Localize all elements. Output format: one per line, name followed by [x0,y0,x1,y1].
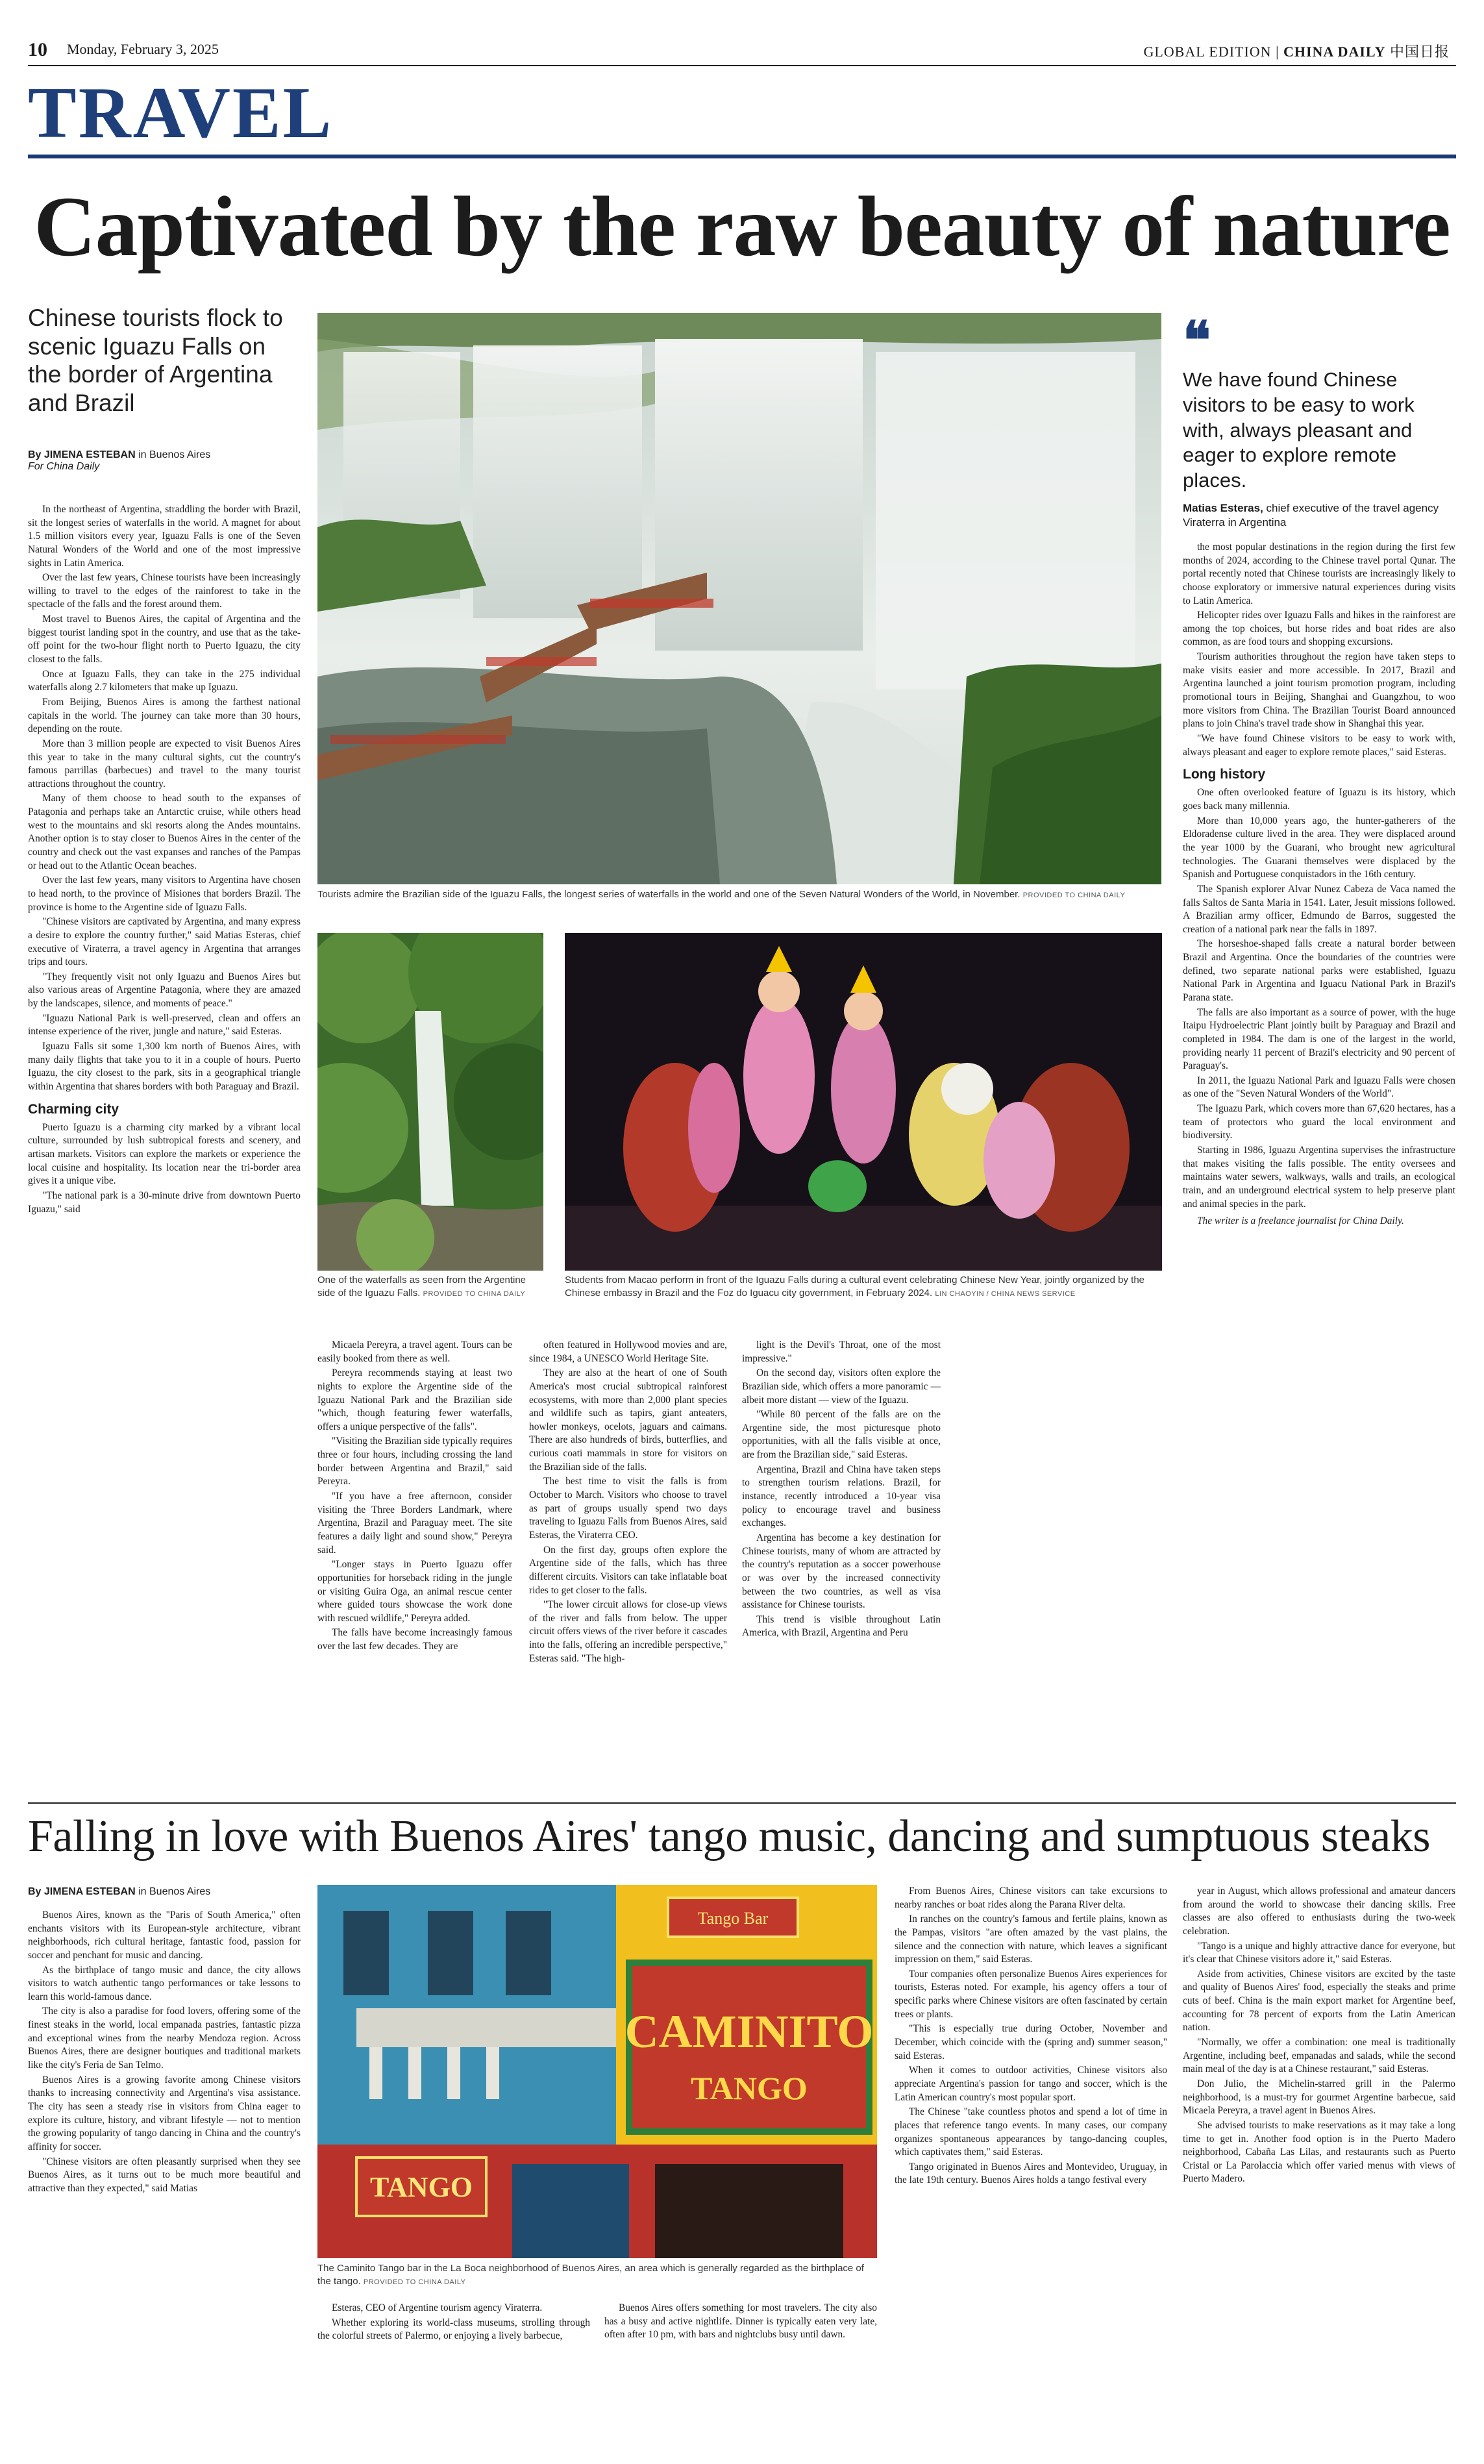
paragraph: They are also at the heart of one of South America's most crucial subtropical rainforest ecosystems, with more than 2,000 plant species and wildlife such as tapirs, giant anteaters, howler monkeys, ocelots, jaguars and caimans. There are also hundreds of birds, butterflies, and curious coati mammals in store for visitors on the Brazilian side of the falls. [529,1367,727,1473]
paragraph: Once at Iguazu Falls, they can take in the 275 individual waterfalls along 2.7 kilometers that make up Iguazu. [28,668,301,693]
paragraph: Tourism authorities throughout the region have taken steps to make visits easier and more accessible. In 2017, Brazil and Argentina launched a joint tourism promotion program, including promotional tours in Beijing, Shanghai and Guangzhou, to woo more visitors from China. The Brazilian Tourist Board announced plans to join China's travel trade show in Shanghai this year. [1183,651,1455,730]
paragraph: "We have found Chinese visitors to be easy to work with, always pleasant and eager to explore remote places," said Esteras. [1183,732,1455,758]
caption-text: Tourists admire the Brazilian side of the Iguazu Falls, the longest series of waterfalls in the world and one of the Seven Natural Wonders of the World, in November. [317,889,1020,900]
paragraph: More than 10,000 years ago, the hunter-gatherers of the Eldoradense culture lived in the area. They were displaced around the year 1000 by the Guarani, who brought new agricultural technologies. The Guarani themselves were displaced by the Spanish and Portuguese conquistadors in the 16th century. [1183,815,1455,880]
story2-column-2 [317,2302,590,2451]
story2-column-4 [895,1885,1167,2451]
byline-place: in Buenos Aires [138,1886,211,1897]
paragraph: "They frequently visit not only Iguazu and Buenos Aires but also various areas of Argentine Patagonia, where they are amazed by the landscapes, silence, and moments of peace." [28,971,301,1010]
paragraph: Aside from activities, Chinese visitors are excited by the taste and quality of Buenos Aires' food, especially the steaks and prime cuts of beef. China is the main export market for Argentine beef, accounting for 78 percent of exports from the Latin American nation. [1183,1968,1455,2034]
paragraph: the most popular destinations in the region during the first few months of 2024, according to the Chinese travel portal Qunar. The portal recently noted that Chinese tourists are increasingly likely to choose exploratory or immersive natural experiences during visits to Latin America. [1183,541,1455,606]
paragraph: "Longer stays in Puerto Iguazu offer opportunities for horseback riding in the jungle or visiting Guira Oga, an animal rescue center where guided tours showcase the work done with rescued wildlife," Pereyra added. [317,1559,512,1624]
paragraph: year in August, which allows professional and amateur dancers from around the world to showcase their dancing skills. Free classes are also offered to enthusiasts during the two-week celebration. [1183,1885,1455,1937]
paragraph: Argentina, Brazil and China have taken steps to strengthen tourism relations. Brazil, for instance, recently introduced a 10-year visa policy to encourage travel and business exchanges. [742,1463,941,1529]
story1-column-4-body [742,1339,941,1640]
paragraph: "Chinese visitors are often pleasantly surprised when they see Buenos Aires, as it turns out to be much more beautiful and attractive than they expected," said Matias [28,2156,301,2194]
caption-text: Students from Macao perform in front of the Iguazu Falls during a cultural event celebrating Chinese New Year, jointly organized by the Chinese embassy in Brazil and the Foz do Iguacu city government, in February 2024. [565,1275,1144,1299]
paragraph: "While 80 percent of the falls are on the Argentine side, the most picturesque photo opportunities, with all the falls visible at once, are from the Brazilian side," said Esteras. [742,1409,941,1461]
edition-label: GLOBAL EDITION | CHINA DAILY 中国日报 [1143,44,1450,60]
paragraph: "Visiting the Brazilian side typically requires three or four hours, including crossing the land border between Argentina and Brazil," said Pereyra. [317,1436,512,1487]
forest-waterfall-illustration [317,933,543,1271]
iguazu-falls-photo [317,313,1161,884]
story2-column-4-body [895,1885,1167,2187]
story1-column-3-body [529,1339,727,1665]
macao-students-caption [565,1274,1162,1299]
paragraph: "The national park is a 30-minute drive from downtown Puerto Iguazu," said [28,1189,301,1215]
edition-name: GLOBAL EDITION [1143,44,1272,60]
caminito-tango-bar-photo [317,1885,877,2258]
story2-column-1 [28,1909,301,2451]
story1-column-1 [28,503,301,1798]
paragraph: Helicopter rides over Iguazu Falls and hikes in the rainforest are among the top choices, but horse rides and boat rides are also common, as are food tours and shopping excursions. [1183,610,1455,648]
paragraph: The Iguazu Park, which covers more than 67,620 hectares, has a team of protectors who guard the local environment and biodiversity. [1183,1103,1455,1141]
paper-name-cn: 中国日报 [1389,44,1450,60]
performance-illustration [565,933,1162,1271]
caminito-caption [317,2262,877,2287]
photo-credit: PROVIDED TO CHINA DAILY [363,2278,466,2286]
story1-column-2 [317,1339,512,1793]
paragraph: often featured in Hollywood movies and are, since 1984, a UNESCO World Heritage Site. [529,1339,727,1364]
paragraph: The Spanish explorer Alvar Nunez Cabeza de Vaca named the falls Saltos de Santa Maria in 1541. Later, Jesuit missions followed. A Brazilian army officer, Edmundo de Barros, suggested the creation of a national park near the falls in 1897. [1183,883,1455,935]
paragraph: "The lower circuit allows for close-up views of the river and falls from below. The upper circuit offers views of the river before it cascades into the falls, offering an incredible perspective," Esteras said. "The high- [529,1599,727,1664]
caption-text: The Caminito Tango bar in the La Boca neighborhood of Buenos Aires, an area which is generally regarded as the birthplace of the tango. [317,2263,864,2287]
story2-column-3 [604,2302,877,2451]
byline-place: in Buenos Aires [138,449,211,460]
paragraph: "If you have a free afternoon, consider visiting the Three Borders Landmark, where Argentina, Brazil and Paraguay meet. The site features a daily light and sound show," Pereyra said. [317,1491,512,1556]
paragraph: Over the last few years, many visitors to Argentina have chosen to head north, to the province of Misiones that borders Brazil. The province is home to the Argentine side of Iguazu Falls. [28,875,301,913]
paragraph: The falls have become increasingly famous over the last few decades. They are [317,1627,512,1652]
paragraph: "Tango is a unique and highly attractive dance for everyone, but it's clear that Chinese visitors adore it," said Esteras. [1183,1940,1455,1965]
paragraph: "Chinese visitors are captivated by Argentina, and many express a desire to explore the country further," said Matias Esteras, chief executive of Viraterra, a travel agency in Argentina that arranges trips and tours. [28,916,301,968]
paragraph: Over the last few years, Chinese tourists have been increasingly willing to travel to the edges of the rainforest to take in the spectacle of the falls and the forest around them. [28,572,301,610]
paragraph: Iguazu Falls sit some 1,300 km north of Buenos Aires, with many daily flights that take you to it in a couple of hours. Puerto Iguazu, the city closest to the park, sits in a geographical triangle within Argentina that shares borders with both Paraguay and Brazil. [28,1040,301,1092]
paragraph: Tango originated in Buenos Aires and Montevideo, Uruguay, in the late 19th century. Buenos Aires holds a tango festival every [895,2161,1167,2186]
paragraph: From Buenos Aires, Chinese visitors can take excursions to nearby ranches or boat rides along the Parana River delta. [895,1885,1167,1910]
section-rule [28,155,1456,158]
paragraph: Buenos Aires offers something for most travelers. The city also has a busy and active nightlife. Dinner is typically eaten very late, often after 10 pm, with bars and nightclubs busy until dawn. [604,2302,877,2341]
story2-headline: Falling in love with Buenos Aires' tango music, dancing and sumptuous steaks [28,1811,1430,1861]
masthead-rule [28,65,1456,66]
paragraph: More than 3 million people are expected to visit Buenos Aires this year to take in the many cultural sights, cut the country's famous parrillas (barbecues) and travel to the many tourist attractions throughout the country. [28,738,301,790]
paragraph: When it comes to outdoor activities, Chinese visitors also appreciate Argentina's passion for tango and soccer, which is the Latin American country's most popular sport. [895,2065,1167,2103]
masthead [28,30,1456,69]
photo-credit: PROVIDED TO CHINA DAILY [1022,891,1126,899]
forest-waterfall-caption [317,1274,543,1299]
byline-org: For China Daily [28,461,100,472]
paragraph: The city is also a paradise for food lovers, offering some of the finest steaks in the world, local empanada pastries, fantastic pizza and exceptional wines from the nearby Mendoza region. Across Buenos Aires, there are designer boutiques and traditional markets like the city's Feria de San Telmo. [28,2006,301,2071]
page-date: Monday, February 3, 2025 [67,41,219,57]
story1-column-5-body [1183,541,1455,759]
photo-credit: PROVIDED TO CHINA DAILY [423,1289,526,1298]
paragraph: In 2011, the Iguazu National Park and Iguazu Falls were chosen as one of the "Seven Natural Wonders of the World". [1183,1075,1455,1100]
story1-column-4 [742,1339,941,1793]
paragraph: In the northeast of Argentina, straddling the border with Brazil, sit the longest series of waterfalls in the world. A magnet for about 1.5 million visitors every year, Iguazu Falls is one of the Seven Natural Wonders of the World and one of the most impressive sights in Latin America. [28,504,301,569]
paragraph: She advised tourists to make reservations as it may take a long time to get in. Another food option is in the Puerto Madero neighborhood, Cabaña Las Lilas, and restaurants such as Puerto Cristal or La Parolaccia which offer varied menus with views of Puerto Madero. [1183,2119,1455,2185]
paragraph: Many of them choose to head south to the expanses of Patagonia and perhaps take an Antarctic cruise, while others head west to the mountains and ski resorts along the Andes mountains. Another option is to stay closer to Buenos Aires in the center of the country and check out the vast expanses and ranches of the Pampas or head out to the Atlantic Ocean beaches. [28,793,301,871]
paragraph: Buenos Aires, known as the "Paris of South America," often enchants visitors with its European-style architecture, vibrant neighborhoods, rich cultural heritage, fantastic food, passion for soccer and penchant for music and dancing. [28,1910,301,1961]
story1-column-1-continued [28,1121,301,1216]
paragraph: "This is especially true during October, November and December, which coincide with the (spring and) summer season," said Esteras. [895,2023,1167,2061]
paragraph: As the birthplace of tango music and dance, the city allows visitors to watch authentic tango performances or take lessons to learn this world-famous dance. [28,1964,301,2002]
story1-column-3 [529,1339,727,1793]
paragraph: Esteras, CEO of Argentine tourism agency Viraterra. [332,2302,543,2313]
quote-icon: ❝ [1183,313,1211,370]
paragraph: "Iguazu National Park is well-preserved, clean and offers an intense experience of the river, jungle and nature," said Esteras. [28,1012,301,1038]
paragraph: Buenos Aires is a growing favorite among Chinese visitors thanks to increasing connectivity and Argentina's visa assistance. The city has seen a steady rise in visitors from China eager to explore its culture, history, and vibrant lifestyle — not to mention the growing popularity of tango dancing in China and the country's affinity for soccer. [28,2074,301,2152]
paragraph: Whether exploring its world-class museums, strolling through the colorful streets of Palermo, or enjoying a lively barbecue, [317,2317,590,2342]
iguazu-falls-illustration [317,313,1161,884]
caminito-illustration [317,1885,877,2258]
story2-column-5-body [1183,1885,1455,2186]
paragraph: Starting in 1986, Iguazu Argentina supervises the infrastructure that makes visiting the falls possible. The entity oversees and maintains water sewers, walkways, walls and trails, an ecological train, and an underground electrical system to help preserve plant and animal species in the park. [1183,1145,1455,1210]
side-tango-sign: TANGO [369,2171,473,2203]
subhead-charming-city: Charming city [28,1101,119,1117]
photo-credit: LIN CHAOYIN / CHINA NEWS SERVICE [935,1289,1076,1298]
pull-quote-attribution [1183,501,1455,530]
story1-column-1-body [28,503,301,1094]
paragraph: The horseshoe-shaped falls create a natural border between Brazil and Argentina. Once the boundaries of the countries were defined, two separate national parks were established, Iguazu National Park in Argentina and Iguacu National Park in Brazil's Parana state. [1183,938,1455,1003]
pull-quote-block [1183,313,1455,530]
paragraph: Don Julio, the Michelin-starred grill in the Palermo neighborhood, is a must-try for gourmet Argentine barbecue, said Micaela Pereyra, a travel agent in Buenos Aires. [1183,2078,1455,2117]
attribution-name: Matias Esteras, [1183,501,1263,514]
paper-name: CHINA DAILY [1283,44,1386,60]
paragraph: This trend is visible throughout Latin America, with Brazil, Argentina and Peru [742,1613,941,1639]
story1-column-2-body [317,1339,512,1654]
byline-name: By JIMENA ESTEBAN [28,449,136,460]
story2-column-5 [1183,1885,1455,2451]
pull-quote: We have found Chinese visitors to be easy to work with, always pleasant and eager to explore remote places. [1183,368,1415,492]
story1-byline [28,449,301,473]
byline-name: By JIMENA ESTEBAN [28,1886,136,1897]
story1-deck: Chinese tourists flock to scenic Iguazu Falls on the border of Argentina and Brazil [28,305,283,416]
paragraph: light is the Devil's Throat, one of the most impressive." [742,1339,941,1364]
paragraph: In ranches on the country's famous and fertile plains, known as the Pampas, visitors "are often amazed by the vast plains, the silence and the connection with nature, which leaves a significant impression on them," said Esteras. [895,1913,1167,1965]
story2-column-2-body [317,2302,590,2343]
paragraph: The best time to visit the falls is from October to March. Visitors who choose to travel as part of groups usually spend two days traveling to Iguazu Falls from Buenos Aires, said Esteras, the Viraterra CEO. [529,1476,727,1541]
paragraph: On the second day, visitors often explore the Brazilian side, which offers a more panoramic — albeit more distant — view of the Iguazu. [742,1367,941,1406]
paragraph: Most travel to Buenos Aires, the capital of Argentina and the biggest tourist landing spot in the country, and use that as the take-off point for the two-hour flight north to Puerto Iguazu, the city closest to the falls. [28,614,301,666]
paragraph: One often overlooked feature of Iguazu is its history, which goes back many millennia. [1183,787,1455,812]
paragraph: The Chinese "take countless photos and spend a lot of time in places that reference tango events. In many cases, our company organizes spontaneous appearances by tango-dancing couples, which captivates them," said Esteras. [895,2106,1167,2158]
caption-text: One of the waterfalls as seen from the Argentine side of the Iguazu Falls. [317,1275,526,1299]
attribution-title: chief executive of the travel agency Viraterra in Argentina [1183,501,1439,529]
subhead-long-history: Long history [1183,767,1266,782]
tango-sign: TANGO [691,2070,808,2106]
paragraph: On the first day, groups often explore the Argentine side of the falls, which has three different circuits. Visitors can take inflatable boat rides to get closer to the falls. [529,1544,727,1596]
section-title: TRAVEL [28,73,334,153]
writer-note: The writer is a freelance journalist for China Daily. [1197,1215,1404,1227]
paragraph: Argentina has become a key destination for Chinese tourists, many of whom are attracted by the country's reputation as a soccer powerhouse or was over by the increased connectivity between the two countries, as well as visa assistance for Chinese tourists. [742,1532,941,1611]
paragraph: The falls are also important as a source of power, with the huge Itaipu Hydroelectric Plant jointly built by Paraguay and Brazil and completed in 1984. The dam is one of the largest in the world, providing nearly 11 percent of Brazil's electricity and 90 percent of Paraguay's. [1183,1006,1455,1072]
story2-byline [28,1886,301,1898]
paragraph: Puerto Iguazu is a charming city marked by a vibrant local culture, surrounded by lush subtropical forests and scenery, and artisan markets. Visitors can explore the markets or experience the local cuisine and hospitality. Its location near the tri-border area gives it a unique vibe. [28,1121,301,1187]
story-divider [28,1802,1456,1804]
paragraph: Tour companies often personalize Buenos Aires experiences for tourists, Esteras noted. For example, his agency offers a tour of specific parks where Chinese visitors are often fascinated by certain trees or plants. [895,1968,1167,2020]
caminito-sign: CAMINITO [625,2006,874,2058]
story1-column-5 [1183,541,1455,1797]
paragraph: From Beijing, Buenos Aires is among the farthest national capitals in the world. The journey can take more than 30 hours, depending on the route. [28,696,301,735]
story2-column-1-body [28,1909,301,2195]
tango-bar-sign: Tango Bar [697,1909,769,1928]
page-number: 10 [28,39,47,60]
story1-headline: Captivated by the raw beauty of nature [34,179,1450,274]
paragraph: Pereyra recommends staying at least two nights to explore the Argentine side of the Iguazu National Park and the Brazilian side "which, though featuring fewer waterfalls, offers a unique perspective of the falls". [317,1367,512,1432]
story1-column-5-continued [1183,786,1455,1211]
forest-waterfall-photo [317,933,543,1271]
story2-column-3-body [604,2302,877,2342]
macao-students-performance-photo [565,933,1162,1271]
iguazu-falls-caption [317,888,1161,901]
paragraph: Micaela Pereyra, a travel agent. Tours can be easily booked from there as well. [317,1339,512,1364]
paragraph: "Normally, we offer a combination: one meal is traditionally Argentine, including beef, empanadas and salads, while the second main meal of the day is at a Chinese restaurant," said Esteras. [1183,2037,1455,2075]
